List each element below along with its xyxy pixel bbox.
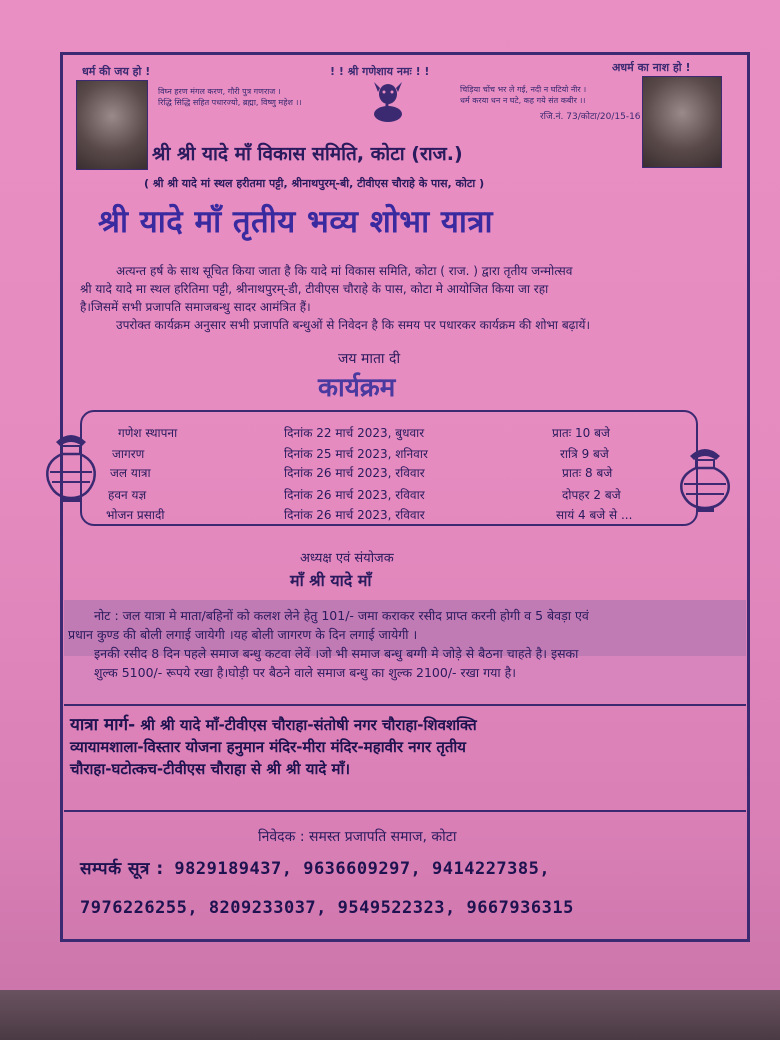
organization-address: ( श्री श्री यादे मां स्थल हरीतमा पट्टी, श्रीनाथपुरम्-बी, टीवीएस चौराहे के पास, कोटा ) bbox=[144, 177, 485, 190]
route-line-1: श्री श्री यादे माँ-टीवीएस चौराहा-संतोषी नगर चौराहा-शिवशक्ति bbox=[140, 716, 477, 734]
divider bbox=[64, 810, 746, 812]
program-time: सायं 4 बजे से ... bbox=[556, 508, 633, 522]
program-event: जागरण bbox=[112, 447, 145, 461]
program-date: दिनांक 26 मार्च 2023, रविवार bbox=[284, 488, 425, 502]
left-slogan: धर्म की जय हो ! bbox=[82, 65, 151, 78]
event-title: श्री यादे माँ तृतीय भव्य शोभा यात्रा bbox=[98, 204, 494, 240]
divider bbox=[64, 704, 746, 706]
intro-line-3: है।जिसमें सभी प्रजापति समाजबन्धु सादर आमंत्रित हैं। bbox=[80, 300, 311, 314]
contact-numbers-2: 7976226255, 8209233037, 9549522323, 9667936315 bbox=[80, 898, 574, 918]
program-time: रात्रि 9 बजे bbox=[560, 447, 609, 461]
note-line-2: प्रधान कुण्ड की बोली लगाई जायेगी ।यह बोली जागरण के दिन लगाई जायेगी । bbox=[68, 627, 418, 642]
kalash-icon bbox=[676, 446, 734, 514]
registration-number: रजि.नं. 73/कोटा/20/15-16 bbox=[540, 112, 641, 122]
left-verse-line-1: विघ्न हरण मंगल करण, गौरी पुत्र गणराज । bbox=[158, 87, 281, 96]
presidency-name: माँ श्री यादे माँ bbox=[290, 571, 372, 590]
right-verse-line-2: धर्म करया धन न घटे, कह गये संत कबीर ।। bbox=[460, 96, 586, 105]
kalash-icon bbox=[42, 432, 100, 504]
intro-line-2: श्री यादे यादे मा स्थल हरितिमा पट्टी, श्रीनाथपुरम्-डी, टीवीएस चौराहे के पास, कोटा मे आयोजित किया जा रहा bbox=[80, 282, 549, 296]
program-event: हवन यज्ञ bbox=[108, 488, 147, 502]
program-event: गणेश स्थापना bbox=[118, 426, 178, 440]
right-verse-line-1: चिड़िया चोंच भर ले गई, नदी न घटियो नीर । bbox=[460, 85, 587, 94]
presidency-label: अध्यक्ष एवं संयोजक bbox=[300, 551, 394, 566]
note-line-1: नोट : जल यात्रा मे माता/बहिनों को कलश लेने हेतु 101/- जमा कराकर रसीद प्राप्त करनी होगी व 5 बेवड़ा एवं bbox=[94, 608, 589, 623]
left-verse-line-2: रिद्धि सिद्धि सहित पधारज्यो, ब्रह्मा, विष्णु महेश ।। bbox=[158, 98, 302, 107]
program-date: दिनांक 25 मार्च 2023, शनिवार bbox=[284, 447, 428, 461]
route-block bbox=[70, 714, 740, 780]
intro-line-1: अत्यन्त हर्ष के साथ सूचित किया जाता है कि यादे मां विकास समिति, कोटा ( राज. ) द्वारा तृतीय जन्मोत्सव bbox=[116, 264, 573, 278]
program-time: प्रातः 10 बजे bbox=[552, 426, 610, 440]
right-portrait-photo bbox=[642, 76, 722, 168]
left-verse bbox=[158, 86, 358, 108]
jay-mata-di: जय माता दी bbox=[338, 351, 401, 367]
route-line-2: व्यायामशाला-विस्तार योजना हनुमान मंदिर-मीरा मंदिर-महावीर नगर तृतीय bbox=[70, 738, 467, 756]
intro-line-4: उपरोक्त कार्यक्रम अनुसार सभी प्रजापति बन्धुओं से निवेदन है कि समय पर पधारकर कार्यक्रम की शोभा बढ़ायें। bbox=[116, 318, 591, 332]
program-time: दोपहर 2 बजे bbox=[562, 488, 621, 502]
program-event: जल यात्रा bbox=[110, 466, 151, 480]
organization-name: श्री श्री यादे माँ विकास समिति, कोटा (राज.) bbox=[152, 143, 463, 165]
right-verse bbox=[460, 84, 640, 106]
note-block bbox=[68, 606, 744, 682]
program-date: दिनांक 26 मार्च 2023, रविवार bbox=[284, 508, 425, 522]
background-surface bbox=[0, 990, 780, 1040]
intro-paragraph bbox=[80, 262, 730, 334]
contact-numbers-1: 9829189437, 9636609297, 9414227385, bbox=[174, 859, 551, 879]
note-line-3: इनकी रसीद 8 दिन पहले समाज बन्धु कटवा लेवें ।जो भी समाज बन्धु बग्गी मे जोड़े से बैठना चाहते है। इसका bbox=[94, 646, 579, 661]
program-date: दिनांक 22 मार्च 2023, बुधवार bbox=[284, 426, 425, 440]
program-event: भोजन प्रसादी bbox=[106, 508, 165, 522]
right-slogan: अधर्म का नाश हो ! bbox=[612, 61, 691, 74]
ganesha-icon bbox=[368, 80, 408, 124]
route-label: यात्रा मार्ग- bbox=[70, 715, 136, 735]
program-date: दिनांक 26 मार्च 2023, रविवार bbox=[284, 466, 425, 480]
center-invocation: ! ! श्री गणेशाय नमः ! ! bbox=[330, 65, 430, 78]
note-line-4: शुल्क 5100/- रूपये रखा है।घोड़ी पर बैठने वाले समाज बन्धु का शुल्क 2100/- रखा गया है। bbox=[94, 665, 516, 680]
route-line-3: चौराहा-घटोत्कच-टीवीएस चौराहा से श्री श्री यादे माँ। bbox=[70, 760, 351, 778]
program-heading: कार्यक्रम bbox=[318, 373, 396, 403]
requester: निवेदक : समस्त प्रजापति समाज, कोटा bbox=[258, 829, 457, 845]
contact-label: सम्पर्क सूत्र : bbox=[80, 859, 164, 879]
program-time: प्रातः 8 बजे bbox=[562, 466, 613, 480]
left-portrait-photo bbox=[76, 80, 148, 170]
contact-line-1 bbox=[80, 856, 550, 879]
